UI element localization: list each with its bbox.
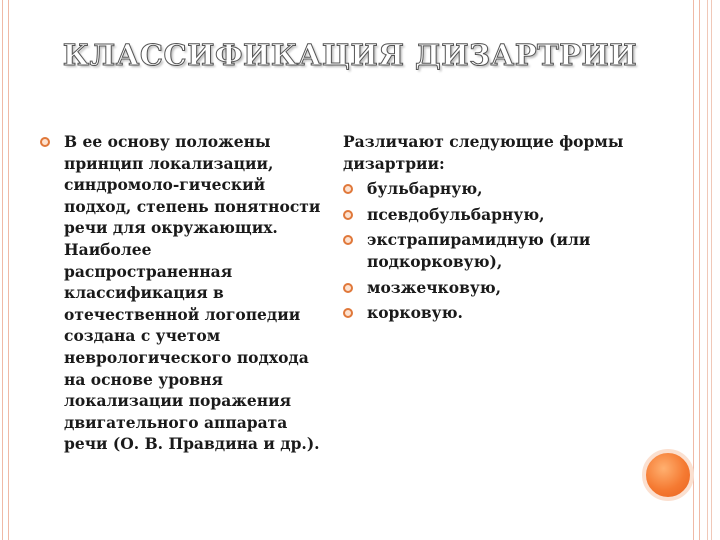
slide-title: КЛАССИФИКАЦИЯ ДИЗАРТРИИ <box>62 38 638 72</box>
bullet-icon <box>40 137 50 147</box>
decorative-circle <box>642 449 694 501</box>
bullet-icon <box>343 184 353 194</box>
list-item <box>343 302 628 324</box>
list-item-text: корковую. <box>367 303 463 323</box>
list-item-text: бульбарную, <box>367 179 483 199</box>
list-item-text: мозжечковую, <box>367 277 502 297</box>
list-item-text: псевдобульбарную, <box>367 204 545 224</box>
forms-intro-text: Различают следующие формы дизартрии: <box>343 132 624 173</box>
bullet-icon <box>343 308 353 318</box>
right-border-decoration-outer <box>707 0 712 540</box>
list-item <box>343 277 628 299</box>
bullet-item <box>40 131 325 455</box>
list-item-text: экстрапирамидную (или подкорковую), <box>367 230 591 271</box>
left-column-text: В ее основу положены принцип локализации, синдромоло-гический подход, степень понятности речи для окружающих. Наиболее распространенная классификация в отечественной логопедии создана с учетом неврологического подхода на основе уровня локализации поражения двигательного аппарата речи (О. В. Правдина и др.). <box>64 132 321 454</box>
bullet-icon <box>343 210 353 220</box>
right-column <box>343 131 628 324</box>
forms-intro <box>343 131 628 174</box>
left-column <box>40 131 325 455</box>
list-item <box>343 178 628 200</box>
bullet-icon <box>343 283 353 293</box>
right-border-decoration <box>693 0 700 540</box>
left-border-decoration <box>2 0 9 540</box>
bullet-icon <box>343 235 353 245</box>
list-item <box>343 229 628 272</box>
list-item <box>343 204 628 226</box>
